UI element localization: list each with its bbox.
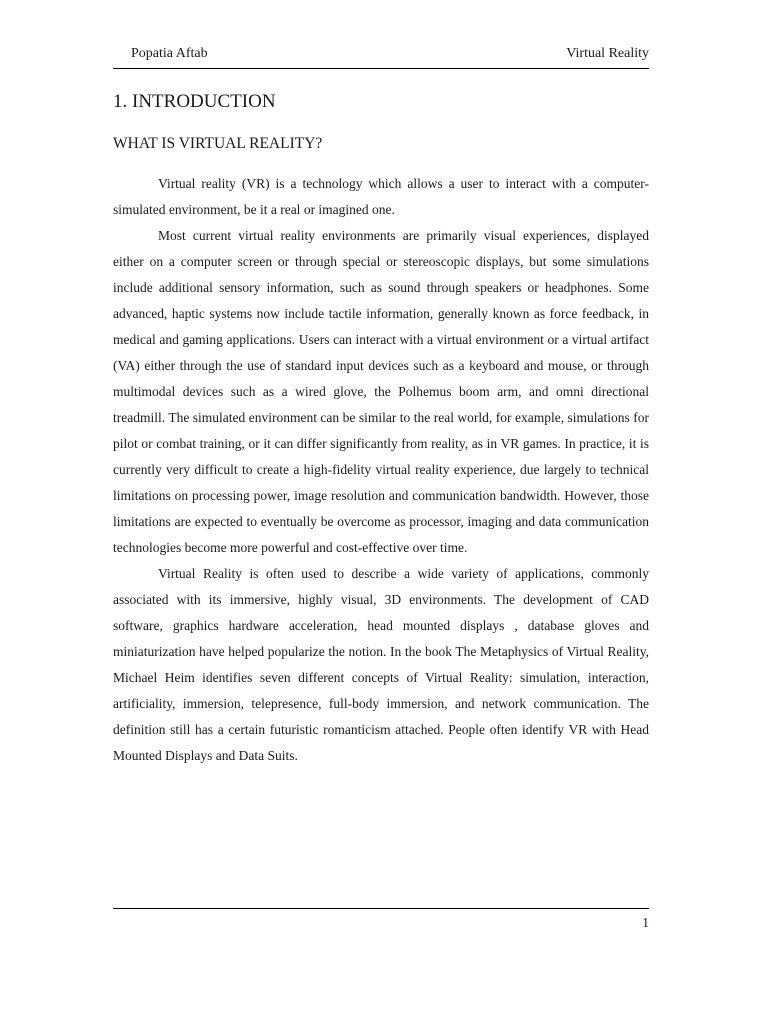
paragraph-3: Virtual Reality is often used to describe a wide variety of applications, commonly associated with its immersive, highly visual, 3D environments. The development of CAD software, graphics hardware acceleration, head mounted displays , database gloves and miniaturization have helped popularize the notion. In the book The Metaphysics of Virtual Reality, Michael Heim identifies seven different concepts of Virtual Reality: simulation, interaction, artificiality, immersion, telepresence, full-body immersion, and network communication. The definition still has a certain futuristic romanticism attached. People often identify VR with Head Mounted Displays and Data Suits. <box>113 566 649 763</box>
header-title: Virtual Reality <box>566 46 649 61</box>
paragraph-2: Most current virtual reality environments are primarily visual experiences, displayed either on a computer screen or through special or stereoscopic displays, but some simulations include additional sensory information, such as sound through speakers or headphones. Some advanced, haptic systems now include tactile information, generally known as force feedback, in medical and gaming applications. Users can interact with a virtual environment or a virtual artifact (VA) either through the use of standard input devices such as a keyboard and mouse, or through multimodal devices such as a wired glove, the Polhemus boom arm, and omni directional treadmill. The simulated environment can be similar to the real world, for example, simulations for pilot or combat training, or it can differ significantly from reality, as in VR games. In practice, it is currently very difficult to create a high-fidelity virtual reality experience, due largely to technical limitations on processing power, image resolution and communication bandwidth. However, those limitations are expected to eventually be overcome as processor, imaging and data communication technologies become more powerful and cost-effective over time. <box>113 228 649 555</box>
page-content <box>113 90 649 769</box>
page-header <box>113 44 649 69</box>
paragraph-1: Virtual reality (VR) is a technology which allows a user to interact with a computer-simulated environment, be it a real or imagined one. <box>113 176 649 217</box>
page-footer <box>113 908 649 930</box>
section-subheading: WHAT IS VIRTUAL REALITY? <box>113 135 323 152</box>
header-author: Popatia Aftab <box>131 46 208 61</box>
page-number: 1 <box>642 915 649 930</box>
body-text <box>113 171 649 769</box>
section-heading: 1. INTRODUCTION <box>113 91 276 112</box>
